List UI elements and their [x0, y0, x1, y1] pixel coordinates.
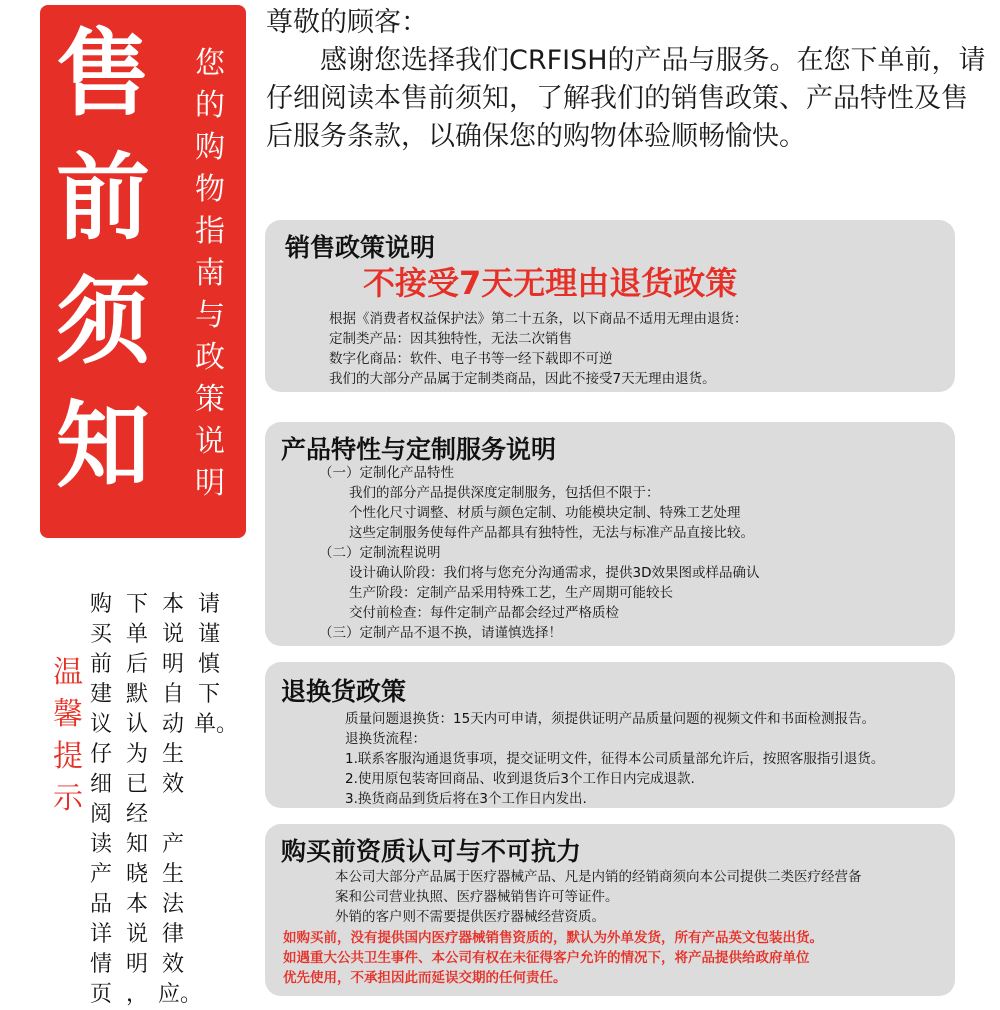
policy-line: 根据《消费者权益保护法》第二十五条，以下商品不适用无理由退货： [329, 311, 748, 327]
note-char: 生 [161, 742, 184, 767]
policy-line: 我们的大部分产品属于定制类商品，因此不接受7天无理由退货。 [329, 371, 716, 387]
note-char: 法 [161, 892, 184, 917]
note-char: 产 [89, 862, 112, 887]
intro-text [266, 4, 986, 156]
banner-subtitle-char: 明 [195, 466, 225, 501]
warm-tip-char: 示 [53, 781, 83, 816]
note-char: 前 [89, 652, 112, 677]
custom-line: 这些定制服务使每件产品都具有独特性，无法与标准产品直接比较。 [349, 525, 754, 541]
note-char: 买 [89, 622, 112, 647]
qualification-line: 案和公司营业执照、医疗器械销售许可等证件。 [335, 889, 619, 905]
warm-tip-char: 馨 [53, 697, 83, 732]
greeting: 尊敬的顾客： [266, 7, 428, 38]
custom-line: 我们的部分产品提供深度定制服务，包括但不限于： [349, 485, 660, 501]
section-qualification [265, 824, 955, 996]
custom-line: 生产阶段：定制产品采用特殊工艺，生产周期可能较长 [349, 585, 673, 601]
banner-subtitle-char: 与 [195, 298, 225, 333]
intro-body: 感谢您选择我们CRFISH的产品与服务。在您下单前，请仔细阅读本售前须知，了解我们的销售政策、产品特性及售后服务条款，以确保您的购物体验顺畅愉快。 [266, 45, 986, 152]
note-char: 应。 [158, 982, 203, 1007]
note-char: 后 [125, 652, 148, 677]
policy-line: 数字化商品：软件、电子书等一经下载即不可逆 [329, 351, 613, 367]
note-char: 阅 [89, 802, 112, 827]
note-char: 本 [125, 892, 148, 917]
note-char: 谨 [197, 622, 220, 647]
note-char: 经 [125, 802, 148, 827]
note-char: 明 [161, 652, 184, 677]
note-char: 说 [125, 922, 148, 947]
banner-subtitle [190, 43, 230, 505]
banner-subtitle-char: 南 [195, 256, 225, 291]
warm-tip-char: 提 [53, 739, 83, 774]
note-char: 下 [125, 592, 148, 617]
note-char: 慎 [197, 652, 220, 677]
note-char: 动 [161, 712, 184, 737]
note-char: 单。 [194, 712, 239, 737]
return-line: 2.使用原包装寄回商品、收到退货后3个工作日内完成退款. [345, 771, 695, 787]
note-char: 律 [161, 922, 184, 947]
title-banner [40, 5, 246, 538]
section-title: 购买前资质认可与不可抗力 [281, 837, 582, 866]
section-return-policy [265, 662, 955, 808]
return-line: 退换货流程： [345, 731, 426, 747]
section-product-custom [265, 422, 955, 646]
note-char: 单 [125, 622, 148, 647]
note-char: 下 [197, 682, 220, 707]
vertical-note-column-4 [194, 590, 239, 740]
note-char: 认 [125, 712, 148, 737]
note-char: 知 [125, 832, 148, 857]
note-char: 情 [89, 952, 112, 977]
note-char: 说 [161, 622, 184, 647]
note-char: 效 [161, 772, 184, 797]
banner-title-char: 前 [55, 144, 150, 253]
note-char: 建 [89, 682, 112, 707]
section-title: 退换货政策 [281, 677, 407, 706]
banner-title-char: 售 [55, 20, 150, 129]
no-return-headline: 不接受7天无理由退货政策 [363, 264, 738, 302]
note-char: 请 [197, 592, 220, 617]
custom-line: 设计确认阶段：我们将与您充分沟通需求，提供3D效果图或样品确认 [349, 565, 760, 581]
note-char: 效 [161, 952, 184, 977]
return-line: 质量问题退换货：15天内可申请，须提供证明产品质量问题的视频文件和书面检测报告。 [345, 711, 876, 727]
note-spacer [158, 800, 188, 830]
banner-subtitle-char: 您 [195, 46, 225, 81]
note-char: 本 [161, 592, 184, 617]
custom-line: 个性化尺寸调整、材质与颜色定制、功能模块定制、特殊工艺处理 [349, 505, 741, 521]
note-char: ， [125, 982, 148, 1007]
note-char: 产 [161, 832, 184, 857]
note-char: 晓 [125, 862, 148, 887]
note-char: 默 [125, 682, 148, 707]
custom-line: （二）定制流程说明 [319, 545, 441, 561]
return-line: 1.联系客服沟通退货事项，提交证明文件，征得本公司质量部允许后，按照客服指引退货。 [345, 751, 885, 767]
note-char: 明 [125, 952, 148, 977]
banner-subtitle-char: 指 [195, 214, 225, 249]
custom-line: 交付前检查：每件定制产品都会经过严格质检 [349, 605, 619, 621]
vertical-note-column-2 [122, 590, 152, 1010]
warm-tip [48, 652, 88, 820]
note-char: 页 [89, 982, 112, 1007]
note-char: 仔 [89, 742, 112, 767]
vertical-note-column-1 [86, 590, 116, 1010]
note-char: 已 [125, 772, 148, 797]
qualification-notice: 如购买前，没有提供国内医疗器械销售资质的，默认为外单发货，所有产品英文包装出货。 [283, 930, 823, 946]
qualification-notice: 优先使用，不承担因此而延误交期的任何责任。 [283, 970, 567, 986]
banner-subtitle-char: 的 [195, 88, 225, 123]
return-line: 3.换货商品到货后将在3个工作日内发出. [345, 791, 587, 807]
banner-subtitle-char: 政 [195, 340, 225, 375]
note-char: 细 [89, 772, 112, 797]
note-char: 详 [89, 922, 112, 947]
note-char: 为 [125, 742, 148, 767]
custom-warning: （三）定制产品不退不换，请谨慎选择！ [319, 625, 562, 641]
policy-line: 定制类产品：因其独特性，无法二次销售 [329, 331, 572, 347]
qualification-notice: 如遇重大公共卫生事件、本公司有权在未征得客户允许的情况下，将产品提供给政府单位 [283, 950, 810, 966]
banner-title-char: 知 [55, 392, 150, 501]
note-char: 生 [161, 862, 184, 887]
banner-subtitle-char: 说 [195, 424, 225, 459]
banner-subtitle-char: 购 [195, 130, 225, 165]
note-char: 品 [89, 892, 112, 917]
banner-subtitle-char: 物 [195, 172, 225, 207]
section-title: 销售政策说明 [285, 233, 436, 262]
banner-subtitle-char: 策 [195, 382, 225, 417]
custom-line: （一）定制化产品特性 [319, 465, 454, 481]
note-char: 议 [89, 712, 112, 737]
section-title: 产品特性与定制服务说明 [281, 435, 557, 464]
note-char: 读 [89, 832, 112, 857]
note-char: 购 [89, 592, 112, 617]
section-sales-policy [265, 220, 955, 392]
warm-tip-char: 温 [53, 655, 83, 690]
qualification-line: 外销的客户则不需要提供医疗器械经营资质。 [335, 909, 605, 925]
banner-title [48, 13, 158, 509]
vertical-note-column-3 [158, 590, 203, 1010]
qualification-line: 本公司大部分产品属于医疗器械产品、凡是内销的经销商须向本公司提供二类医疗经营备 [335, 869, 862, 885]
banner-title-char: 须 [55, 268, 150, 377]
note-char: 自 [161, 682, 184, 707]
